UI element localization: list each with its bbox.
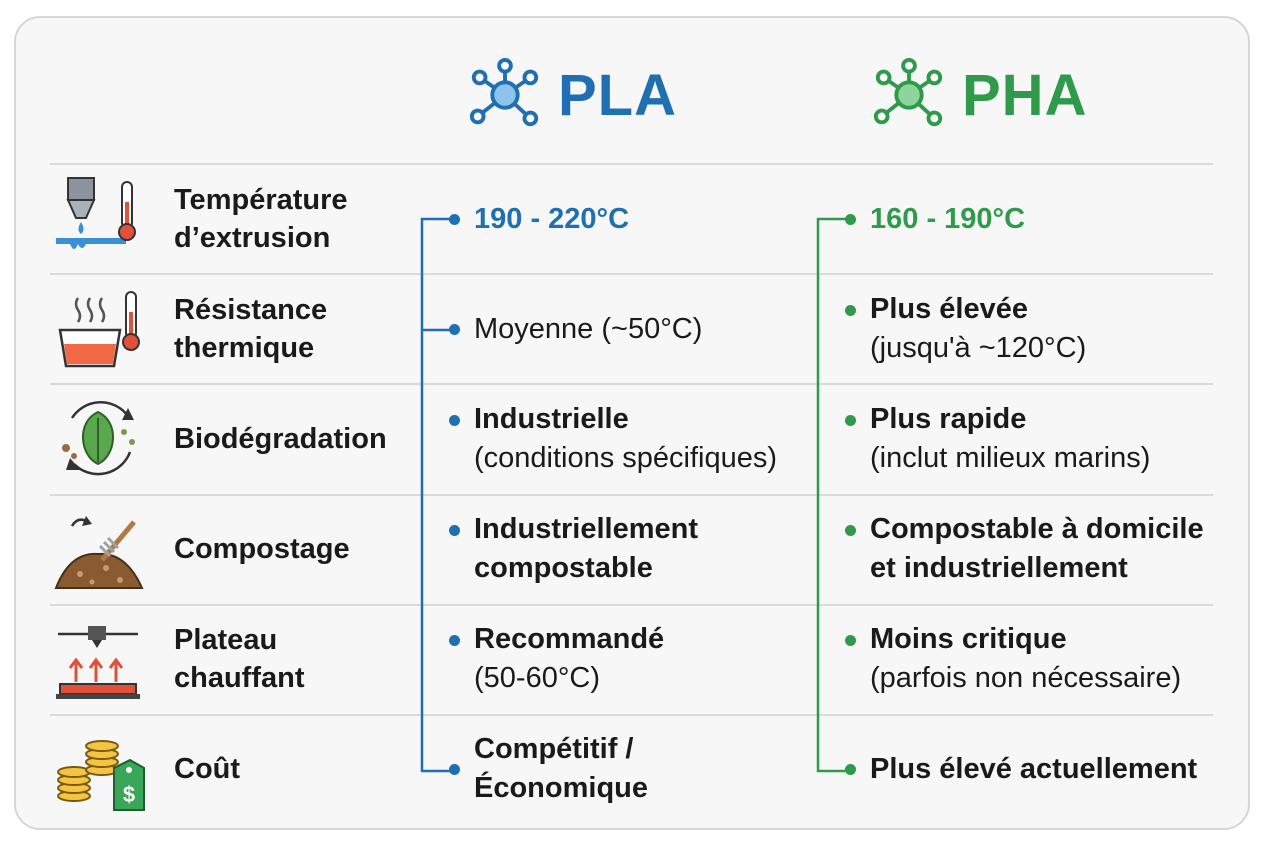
row-label — [174, 384, 414, 494]
value-line: Moins critique — [870, 623, 1067, 655]
value-line: Plus rapide — [870, 403, 1027, 435]
value-line: (inclut milieux marins) — [870, 442, 1151, 474]
coins-price-tag-icon — [50, 722, 146, 816]
row-heated-bed — [0, 604, 1264, 714]
pla-bullet — [449, 415, 460, 426]
row-biodegradation — [0, 384, 1264, 494]
pla-bullet — [449, 635, 460, 646]
pha-bullet — [845, 635, 856, 646]
value-line: Moyenne (~50°C) — [474, 312, 703, 345]
value-line: (50-60°C) — [474, 662, 601, 694]
row-label — [174, 604, 414, 714]
value-line: Compétitif / — [474, 733, 634, 765]
leaf-cycle-icon — [50, 392, 146, 486]
value-line: 190 - 220°C — [474, 202, 630, 235]
pha-bullet — [845, 214, 856, 225]
value-line: Industriellement — [474, 513, 698, 545]
pla-bullet — [449, 324, 460, 335]
label-line: Température — [174, 184, 348, 216]
label-line: d’extrusion — [174, 222, 331, 254]
label-line: Biodégradation — [174, 423, 387, 455]
value-line: compostable — [474, 552, 653, 584]
pla-value — [474, 384, 814, 494]
value-line: Industrielle — [474, 403, 629, 435]
pha-bullet — [845, 525, 856, 536]
row-extrusion-temperature — [0, 164, 1264, 274]
row-label — [174, 494, 414, 604]
value-line: Plus élevée — [870, 293, 1028, 325]
pla-value — [474, 714, 814, 824]
svg-text:$: $ — [122, 782, 136, 807]
value-line: (conditions spécifiques) — [474, 442, 778, 474]
label-line: Résistance — [174, 294, 328, 326]
pla-title: PLA — [558, 62, 677, 128]
value-line: 160 - 190°C — [870, 202, 1026, 235]
compost-fork-icon — [50, 502, 146, 596]
row-label — [174, 164, 414, 274]
pha-title: PHA — [962, 62, 1088, 128]
pha-value — [870, 164, 1230, 274]
label-line: chauffant — [174, 662, 305, 694]
label-line: Coût — [174, 753, 241, 785]
pha-value — [870, 274, 1230, 384]
label-line: Plateau — [174, 624, 278, 656]
row-label — [174, 714, 414, 824]
pla-bullet — [449, 525, 460, 536]
row-composting — [0, 494, 1264, 604]
pla-value — [474, 494, 814, 604]
nozzle-thermometer-icon — [50, 172, 146, 266]
row-label — [174, 274, 414, 384]
value-line: et industriellement — [870, 552, 1128, 584]
pha-value — [870, 714, 1230, 824]
pha-value — [870, 494, 1230, 604]
pla-bullet — [449, 764, 460, 775]
pla-bullet — [449, 214, 460, 225]
pha-bullet — [845, 305, 856, 316]
pha-value — [870, 384, 1230, 494]
pha-bullet — [845, 764, 856, 775]
label-line: thermique — [174, 332, 315, 364]
value-line: Plus élevé actuellement — [870, 752, 1198, 785]
value-line: (jusqu'à ~120°C) — [870, 332, 1087, 364]
molecule-icon — [466, 56, 544, 134]
molecule-icon — [870, 56, 948, 134]
value-line: (parfois non nécessaire) — [870, 662, 1182, 694]
pla-value — [474, 164, 814, 274]
row-cost — [0, 714, 1264, 824]
heated-bed-icon — [50, 612, 146, 706]
pla-value — [474, 274, 814, 384]
value-line: Économique — [474, 772, 649, 804]
heated-container-thermometer-icon — [50, 282, 146, 376]
pla-value — [474, 604, 814, 714]
row-thermal-resistance — [0, 274, 1264, 384]
label-line: Compostage — [174, 533, 350, 565]
pha-value — [870, 604, 1230, 714]
pha-header — [870, 56, 1087, 134]
value-line: Recommandé — [474, 623, 665, 655]
value-line: Compostable à domicile — [870, 513, 1204, 545]
pha-bullet — [845, 415, 856, 426]
pla-header — [466, 56, 677, 134]
